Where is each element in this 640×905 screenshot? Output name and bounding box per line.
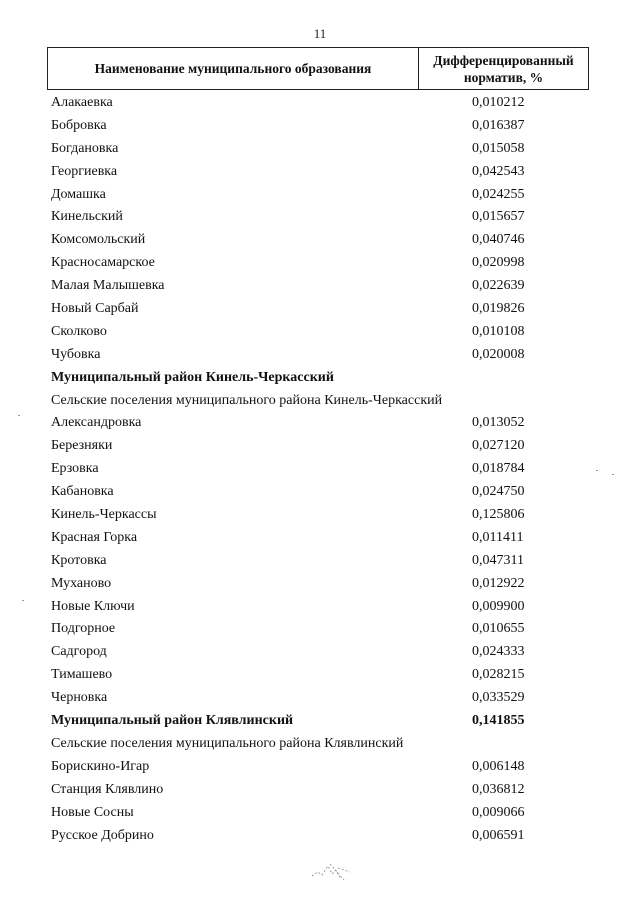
row-value: 0,015058: [472, 140, 525, 156]
table-row: [0, 390, 640, 413]
row-value: 0,024333: [472, 644, 525, 660]
table-row: [0, 687, 640, 710]
row-name: Богдановка: [51, 140, 119, 156]
table-row: [0, 321, 640, 344]
row-value: 0,011411: [472, 529, 524, 545]
row-name: Тимашево: [51, 667, 113, 683]
row-name: Малая Малышевка: [51, 278, 165, 294]
table-row: [0, 252, 640, 275]
row-value: 0,018784: [472, 461, 525, 477]
row-name: Бобровка: [51, 117, 107, 133]
table-row: [0, 298, 640, 321]
table-row: [0, 481, 640, 504]
row-value: 0,036812: [472, 781, 525, 797]
row-name: Алакаевка: [51, 95, 113, 110]
table-row: [0, 664, 640, 687]
table-row: [0, 550, 640, 573]
row-name: Русское Добрино: [51, 827, 154, 843]
table-body: [0, 92, 640, 847]
row-value: 0,009900: [472, 598, 525, 614]
row-name: Александровка: [51, 415, 142, 431]
row-value: 0,040746: [472, 232, 525, 248]
row-value: 0,006591: [472, 827, 525, 843]
row-value: 0,042543: [472, 163, 525, 179]
row-name: Красносамарское: [51, 255, 155, 271]
row-value: 0,047311: [472, 552, 524, 568]
row-name: Домашка: [51, 186, 106, 202]
row-name: Подгорное: [51, 621, 116, 637]
row-value: 0,033529: [472, 690, 525, 706]
row-name: Красная Горка: [51, 529, 138, 545]
row-name: Георгиевка: [51, 163, 118, 179]
row-name: Станция Клявлино: [51, 781, 164, 797]
row-value: 0,024255: [472, 186, 525, 202]
row-value: 0,028215: [472, 667, 525, 683]
section-heading-row: [0, 367, 640, 390]
table-row: [0, 618, 640, 641]
table-row: [0, 184, 640, 207]
table-row: [0, 229, 640, 252]
row-name: Березняки: [51, 438, 113, 454]
row-value: 0,020998: [472, 255, 525, 271]
table-row: [0, 435, 640, 458]
row-name: Кротовка: [51, 552, 107, 568]
table-row: [0, 275, 640, 298]
row-name: Кабановка: [51, 484, 114, 500]
row-value: 0,010655: [472, 621, 525, 637]
page-number: 11: [313, 26, 327, 41]
table-row: [0, 802, 640, 825]
table-header: [47, 47, 589, 90]
table-row: [0, 573, 640, 596]
row-name: Новые Ключи: [51, 598, 135, 614]
row-name: Новые Сосны: [51, 804, 134, 820]
table-row: [0, 161, 640, 184]
row-value: 0,010108: [472, 323, 525, 339]
row-value: 0,022639: [472, 278, 525, 294]
row-name: Муниципальный район Клявлинский: [51, 713, 294, 729]
table-row: [0, 756, 640, 779]
table-row: [0, 115, 640, 138]
row-value: 0,027120: [472, 438, 525, 454]
row-value: 0,010212: [472, 95, 525, 110]
table-row: [0, 92, 640, 115]
row-value: 0,009066: [472, 804, 525, 820]
row-name: Комсомольский: [51, 232, 146, 248]
row-value: 0,016387: [472, 117, 525, 133]
row-name: Сельские поселения муниципального района Кинель-Черкасский: [51, 392, 443, 408]
row-value: 0,141855: [472, 713, 525, 729]
row-name: Ерзовка: [51, 461, 99, 477]
table-row: [0, 733, 640, 756]
table-row: [0, 596, 640, 619]
row-name: Кинельский: [51, 209, 123, 225]
column-header-norm: Дифференцированный норматив, %: [433, 52, 574, 85]
row-name: Муниципальный район Кинель-Черкасский: [51, 369, 334, 385]
row-name: Садгород: [51, 644, 107, 660]
row-name: Черновка: [51, 690, 108, 706]
table-row: [0, 527, 640, 550]
row-name: Чубовка: [51, 346, 101, 362]
row-value: 0,019826: [472, 301, 525, 317]
table-row: [0, 206, 640, 229]
scan-speck: [18, 415, 20, 416]
row-name: Кинель-Черкассы: [51, 507, 157, 523]
row-value: 0,012922: [472, 575, 525, 591]
row-name: Сколково: [51, 323, 107, 339]
column-header-name: Наименование муниципального образования: [48, 48, 419, 89]
section-heading-row: [0, 710, 640, 733]
row-value: 0,024750: [472, 484, 525, 500]
table-row: [0, 344, 640, 367]
table-row: [0, 138, 640, 161]
scan-scribble: [310, 860, 354, 882]
row-name: Борискино-Игар: [51, 758, 150, 774]
row-name: Новый Сарбай: [51, 301, 139, 317]
table-row: [0, 458, 640, 481]
row-value: 0,013052: [472, 415, 525, 431]
scan-speck: [22, 600, 24, 601]
table-row: [0, 641, 640, 664]
table-row: [0, 825, 640, 848]
row-value: 0,125806: [472, 507, 525, 523]
row-value: 0,015657: [472, 209, 525, 225]
scan-speck: [612, 474, 614, 475]
table-row: [0, 504, 640, 527]
table-row: [0, 779, 640, 802]
row-value: 0,020008: [472, 346, 525, 362]
scan-speck: [596, 470, 598, 471]
row-name: Муханово: [51, 575, 112, 591]
row-name: Сельские поселения муниципального района Клявлинский: [51, 735, 404, 751]
table-row: [0, 412, 640, 435]
row-value: 0,006148: [472, 758, 525, 774]
